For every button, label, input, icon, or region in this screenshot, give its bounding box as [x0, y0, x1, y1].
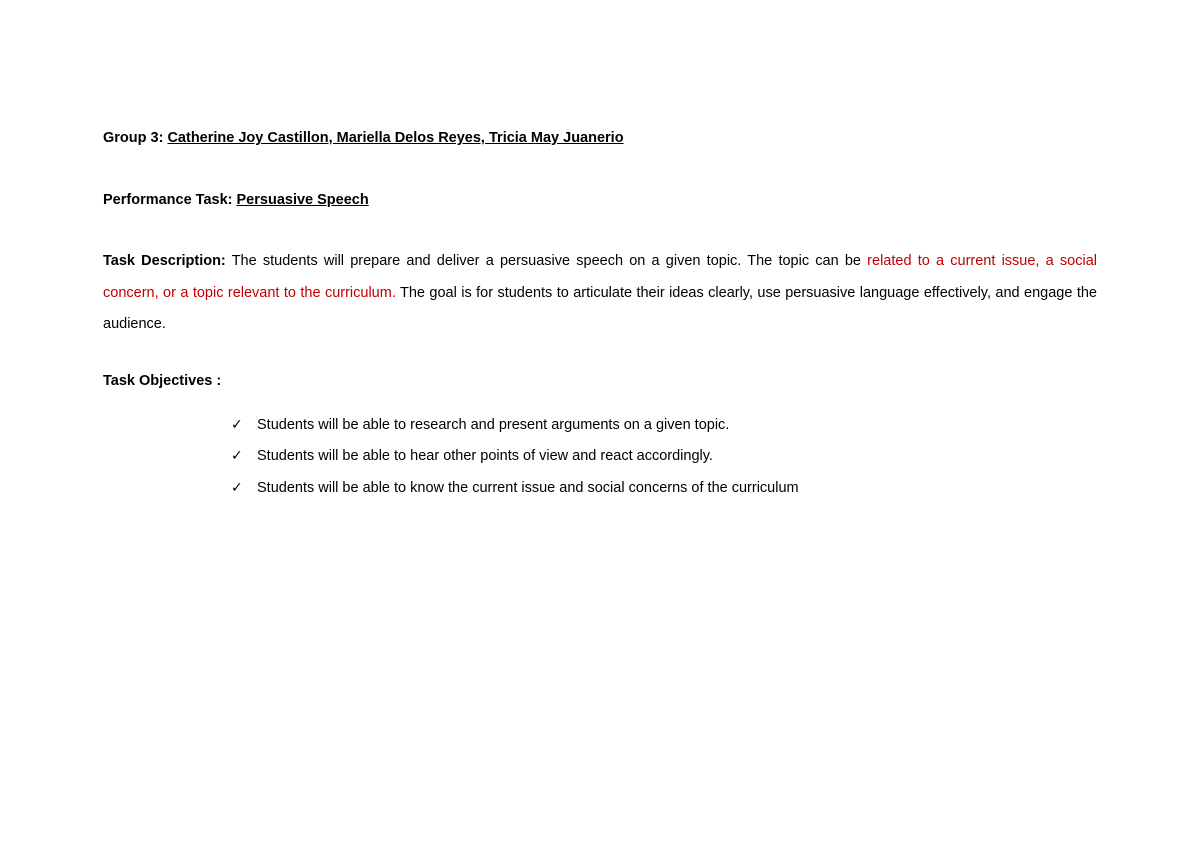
task-description-highlight: related to a current issue, a social concern, or a topic relevant to the curriculum.: [103, 253, 1097, 301]
task-description-label: Task Description:: [103, 253, 226, 269]
list-item: [231, 478, 1097, 510]
task-description-text-before: The students will prepare and deliver a persuasive speech on a given topic. The topic can be: [225, 253, 868, 269]
objective-text: Students will be able to hear other points of view and react accordingly.: [257, 448, 713, 464]
group-members: Catherine Joy Castillon, Mariella Delos Reyes, Tricia May Juanerio: [167, 130, 624, 146]
group-line: [103, 128, 1097, 148]
group-label: Group 3:: [103, 130, 168, 146]
checkmark-icon: ✓: [231, 416, 243, 433]
list-item: [231, 415, 1097, 447]
task-objectives-heading: Task Objectives :: [103, 372, 222, 389]
objective-text: Students will be able to research and present arguments on a given topic.: [257, 416, 730, 433]
objective-text: Students will be able to know the current issue and social concerns of the curriculum: [257, 479, 799, 496]
list-item: [231, 446, 1097, 478]
checkmark-icon: ✓: [231, 479, 243, 496]
task-description: [103, 246, 1097, 341]
performance-task-value: Persuasive Speech: [236, 192, 369, 208]
task-description-text-after: The goal is for students to articulate their ideas clearly, use persuasive language effectively, and engage the audience.: [103, 284, 1097, 332]
document-body: [103, 128, 1097, 509]
task-objectives-list: [103, 415, 1097, 510]
performance-task-line: [103, 190, 1097, 210]
checkmark-icon: ✓: [231, 448, 243, 464]
performance-task-label: Performance Task:: [103, 192, 237, 208]
